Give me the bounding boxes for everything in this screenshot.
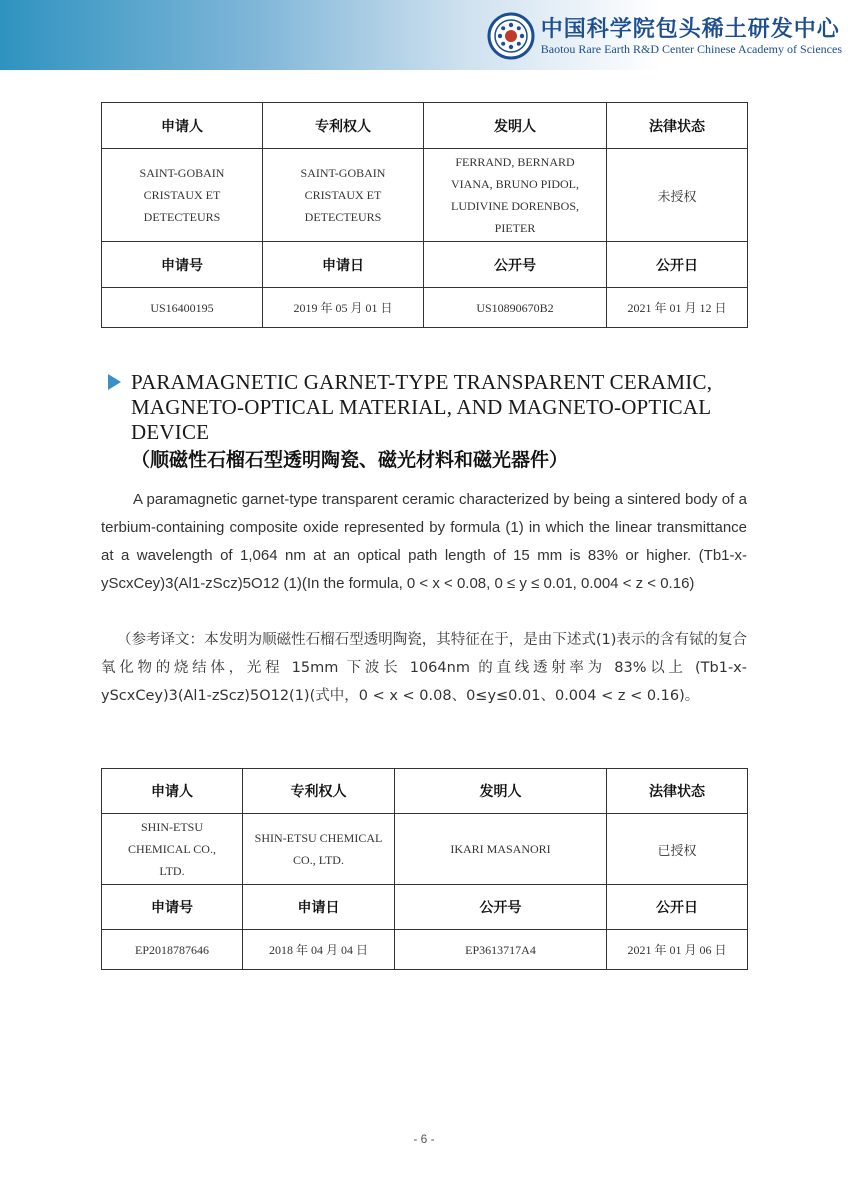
section-title: [108, 370, 768, 474]
cell-inventor: FERRAND, BERNARD VIANA, BRUNO PIDOL, LUDIVINE DORENBOS, PIETER: [424, 149, 607, 242]
cell-pub-no: US10890670B2: [424, 288, 607, 328]
header-applicant: 申请人: [102, 103, 263, 149]
cell-app-date: 2018 年 04 月 04 日: [243, 930, 395, 970]
cas-emblem-icon: [487, 12, 535, 60]
cell-app-date: 2019 年 05 月 01 日: [263, 288, 424, 328]
cell-applicant: SAINT-GOBAIN CRISTAUX ET DETECTEURS: [102, 149, 263, 242]
abstract-en: A paramagnetic garnet-type transparent ceramic characterized by being a sintered body of a terbium-containing composite oxide represented by formula (1) in which the linear transmittance at a wavelength of 1,064 nm at an optical path length of 15 mm is 83% or higher. (Tb1-x-yScxCey)3(Al1-zScz)5O12 (1)(In the formula, 0 < x < 0.08, 0 ≤ y ≤ 0.01, 0.004 < z < 0.16): [101, 491, 747, 592]
cell-app-no: EP2018787646: [102, 930, 243, 970]
patent-table-1: [101, 102, 748, 328]
org-name-en: Baotou Rare Earth R&D Center Chinese Academy of Sciences: [540, 42, 842, 56]
title-en: PARAMAGNETIC GARNET-TYPE TRANSPARENT CERAMIC, MAGNETO-OPTICAL MATERIAL, AND MAGNETO-OPTICAL DEVICE: [131, 370, 713, 444]
header-inventor: 发明人: [395, 769, 607, 814]
header-inventor: 发明人: [424, 103, 607, 149]
page-number: - 6 -: [413, 1132, 435, 1146]
header-app-date: 申请日: [243, 885, 395, 930]
cell-legal-status: 未授权: [607, 149, 748, 242]
header-pub-date: 公开日: [607, 885, 748, 930]
header-app-no: 申请号: [102, 242, 263, 288]
title-cn: （顺磁性石榴石型透明陶瓷、磁光材料和磁光器件）: [131, 449, 569, 471]
header-pub-date: 公开日: [607, 242, 748, 288]
cell-patentee: SHIN-ETSU CHEMICAL CO., LTD.: [243, 814, 395, 885]
header-applicant: 申请人: [102, 769, 243, 814]
header-app-no: 申请号: [102, 885, 243, 930]
cell-patentee: SAINT-GOBAIN CRISTAUX ET DETECTEURS: [263, 149, 424, 242]
header-patentee: 专利权人: [243, 769, 395, 814]
cell-pub-no: EP3613717A4: [395, 930, 607, 970]
header-app-date: 申请日: [263, 242, 424, 288]
cell-applicant: SHIN-ETSU CHEMICAL CO., LTD.: [102, 814, 243, 885]
cell-app-no: US16400195: [102, 288, 263, 328]
org-logo: [487, 10, 842, 62]
header-patentee: 专利权人: [263, 103, 424, 149]
header-pub-no: 公开号: [424, 242, 607, 288]
header-legal-status: 法律状态: [607, 103, 748, 149]
patent-table-2: [101, 768, 748, 970]
header-legal-status: 法律状态: [607, 769, 748, 814]
page-header: [0, 0, 848, 70]
cell-inventor: IKARI MASANORI: [395, 814, 607, 885]
cell-pub-date: 2021 年 01 月 12 日: [607, 288, 748, 328]
cell-legal-status: 已授权: [607, 814, 748, 885]
cell-pub-date: 2021 年 01 月 06 日: [607, 930, 748, 970]
org-name-cn: 中国科学院包头稀土研发中心: [540, 16, 840, 42]
triangle-bullet-icon: [108, 374, 121, 390]
abstract-cn: （参考译文：本发明为顺磁性石榴石型透明陶瓷，其特征在于，是由下述式(1)表示的含有铽的复合氧化物的烧结体，光程 15mm 下波长 1064nm 的直线透射率为 83%以上 (Tb1-x-yScxCey)3(Al1-zScz)5O12(1)(式中，0 < x < 0.08、0≤y≤0.01、0.004 < z < 0.16)。: [101, 632, 747, 704]
header-pub-no: 公开号: [395, 885, 607, 930]
